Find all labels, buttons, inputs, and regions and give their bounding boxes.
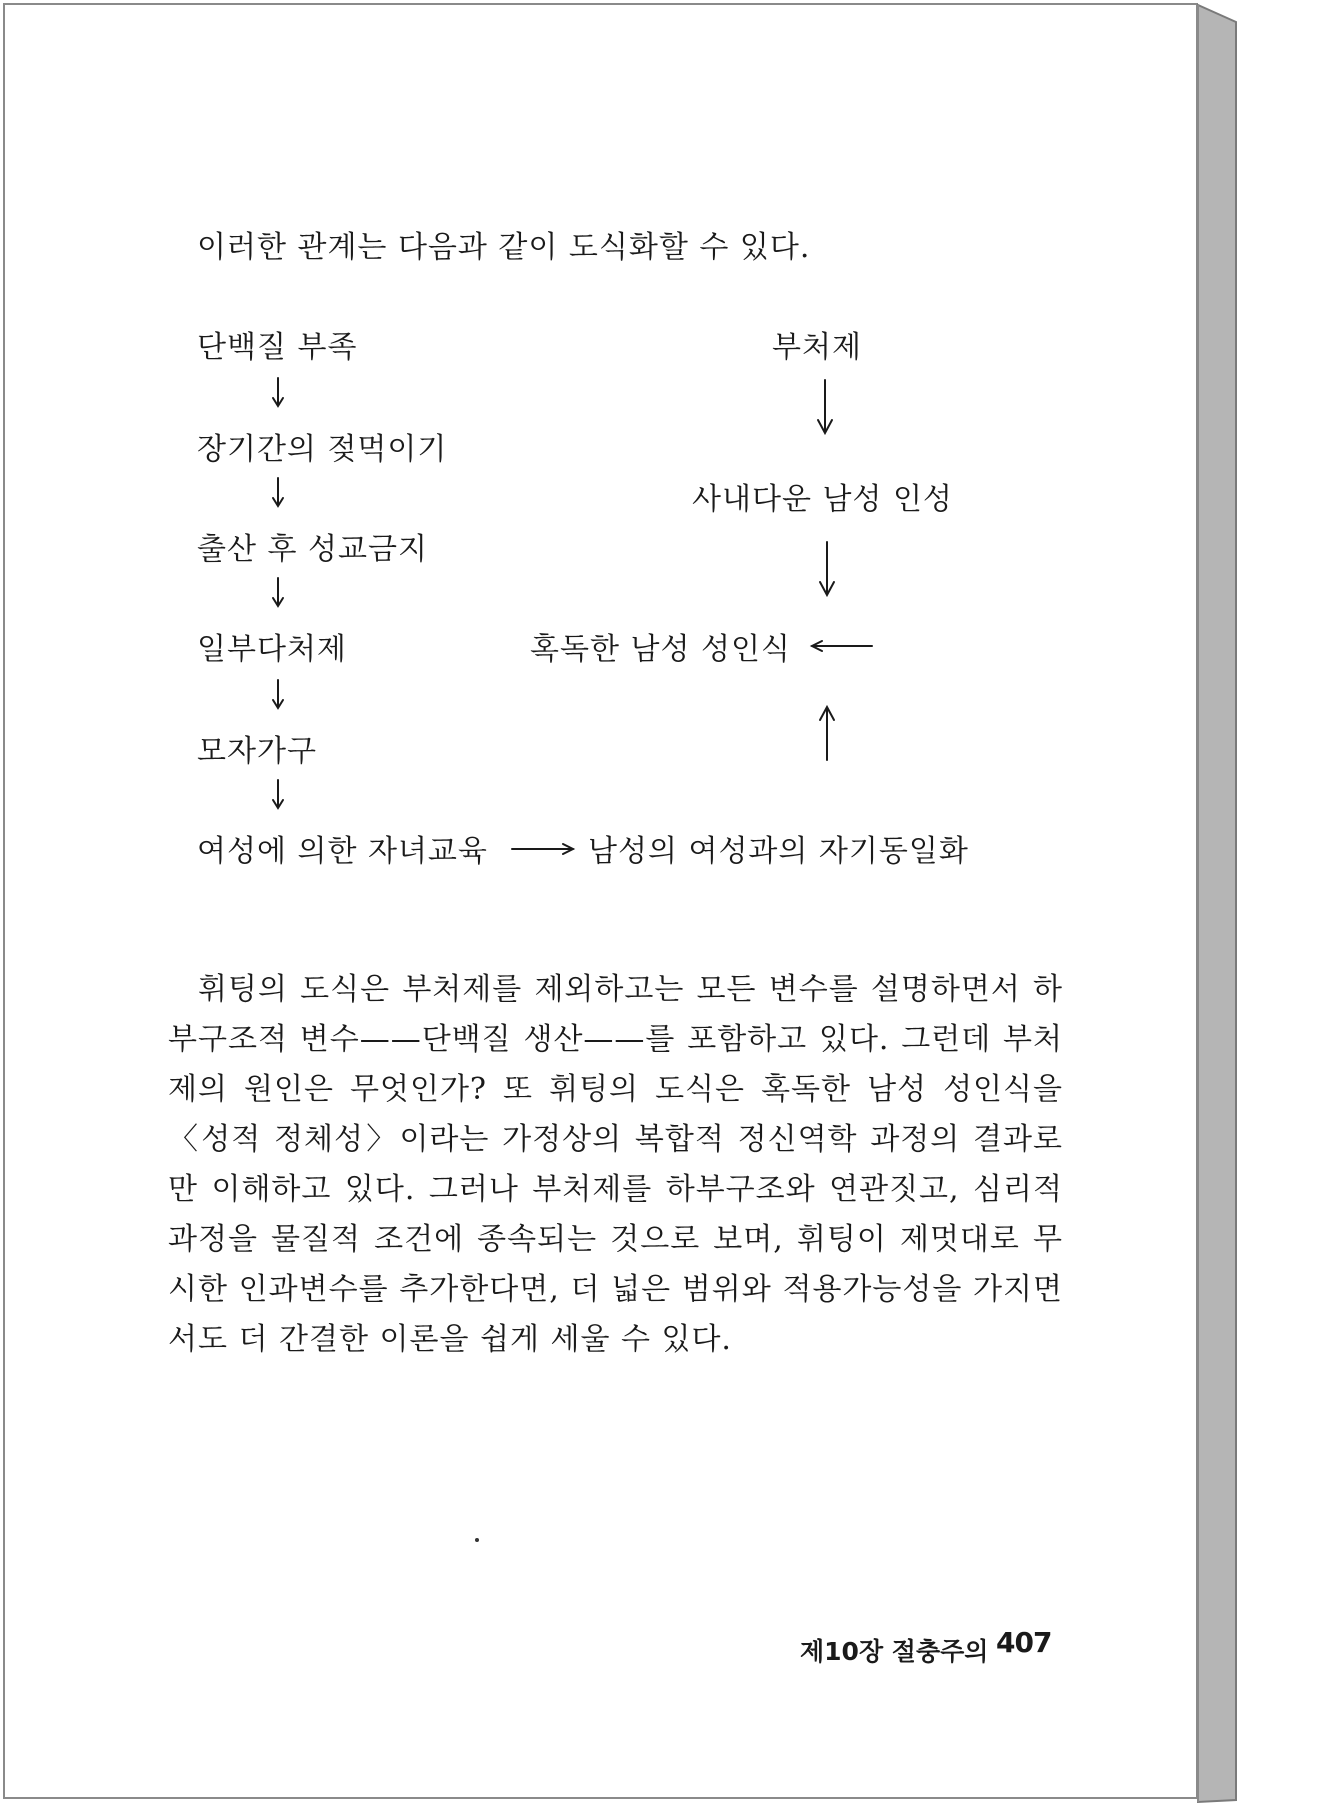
node-polygyny: 일부다처제: [197, 632, 347, 667]
arrow-down-1: [273, 378, 283, 406]
arrow-down-5: [273, 780, 283, 808]
arrow-down-right-1: [818, 380, 832, 433]
body-paragraph: 휘팅의 도식은 부처제를 제외하고는 모든 변수를 설명하면서 하부구조적 변수——단백질 생산——를 포함하고 있다. 그런데 부처제의 원인은 무엇인가? 또 휘팅의 도식은 혹독한 남성 성인식을 〈성적 정체성〉이라는 가정상의 복합적 정신역학 과정의 결과로만 이해하고 있다. 그러나 부처제를 하부구조와 연관짓고, 심리적 과정을 물질적 조건에 종속되는 것으로 보며, 휘팅이 제멋대로 무시한 인과변수를 추가한다면, 더 넓은 범위와 적용가능성을 가지면서도 더 간결한 이론을 쉽게 세울 수 있다.: [168, 972, 1063, 1357]
speck: [475, 1538, 479, 1542]
node-child-rearing-by-women: 여성에 의한 자녀교육: [197, 834, 488, 869]
node-patrilocality: 부처제: [772, 330, 862, 365]
arrow-up: [820, 707, 834, 760]
arrow-right-bottom: [512, 844, 573, 854]
node-protein-deficiency: 단백질 부족: [197, 330, 358, 365]
node-male-female-identification: 남성의 여성과의 자기동일화: [588, 834, 969, 869]
node-postpartum-taboo: 출산 후 성교금지: [197, 532, 428, 567]
footer-chapter-title: 제10장 절충주의: [800, 1637, 989, 1666]
node-masculine-personality: 사내다운 남성 인성: [692, 482, 953, 517]
node-mother-child-household: 모자가구: [197, 734, 317, 769]
intro-sentence: 이러한 관계는 다음과 같이 도식화할 수 있다.: [197, 230, 811, 265]
arrow-down-right-2: [820, 542, 834, 595]
node-long-nursing: 장기간의 젖먹이기: [197, 432, 448, 467]
arrow-down-3: [273, 578, 283, 606]
arrow-down-4: [273, 680, 283, 708]
arrow-left-into-initiation: [812, 641, 872, 651]
node-harsh-initiation: 혹독한 남성 성인식: [530, 632, 791, 667]
footer-page-number: 407: [996, 1626, 1052, 1659]
arrow-down-2: [273, 478, 283, 506]
